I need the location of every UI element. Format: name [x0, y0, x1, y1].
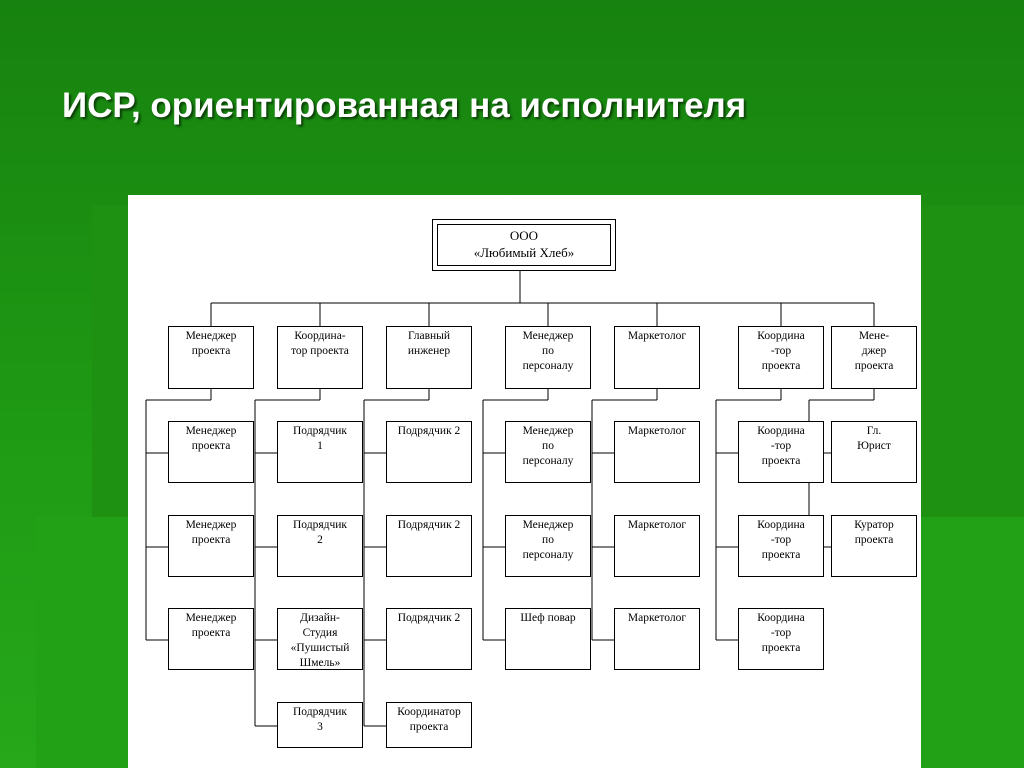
root-node [432, 219, 616, 271]
assignee-node: Гл. Юрист [831, 421, 917, 483]
assignee-node: Шеф повар [505, 608, 591, 670]
role-node: Маркетолог [614, 326, 700, 389]
assignee-node: Подрядчик 2 [386, 608, 472, 670]
assignee-node: Менеджер по персоналу [505, 515, 591, 577]
assignee-node: Маркетолог [614, 608, 700, 670]
assignee-node: Менеджер проекта [168, 608, 254, 670]
slide-title: ИСР, ориентированная на исполнителя [62, 86, 747, 125]
assignee-node: Менеджер по персоналу [505, 421, 591, 483]
assignee-node: Менеджер проекта [168, 515, 254, 577]
assignee-node: Куратор проекта [831, 515, 917, 577]
assignee-node: Координа -тор проекта [738, 608, 824, 670]
assignee-node: Подрядчик 1 [277, 421, 363, 483]
root-node-label: ООО «Любимый Хлеб» [437, 224, 611, 266]
role-node: Координа- тор проекта [277, 326, 363, 389]
assignee-node: Подрядчик 2 [386, 515, 472, 577]
role-node: Мене- джер проекта [831, 326, 917, 389]
wbs-diagram-panel [128, 195, 921, 768]
assignee-node: Подрядчик 2 [277, 515, 363, 577]
assignee-node: Маркетолог [614, 421, 700, 483]
role-node: Координа -тор проекта [738, 326, 824, 389]
assignee-node: Координа -тор проекта [738, 515, 824, 577]
assignee-node: Дизайн- Студия «Пушистый Шмель» [277, 608, 363, 670]
assignee-node: Менеджер проекта [168, 421, 254, 483]
assignee-node: Координа -тор проекта [738, 421, 824, 483]
assignee-node: Маркетолог [614, 515, 700, 577]
role-node: Главный инженер [386, 326, 472, 389]
role-node: Менеджер проекта [168, 326, 254, 389]
role-node: Менеджер по персоналу [505, 326, 591, 389]
assignee-node: Координатор проекта [386, 702, 472, 748]
assignee-node: Подрядчик 3 [277, 702, 363, 748]
assignee-node: Подрядчик 2 [386, 421, 472, 483]
